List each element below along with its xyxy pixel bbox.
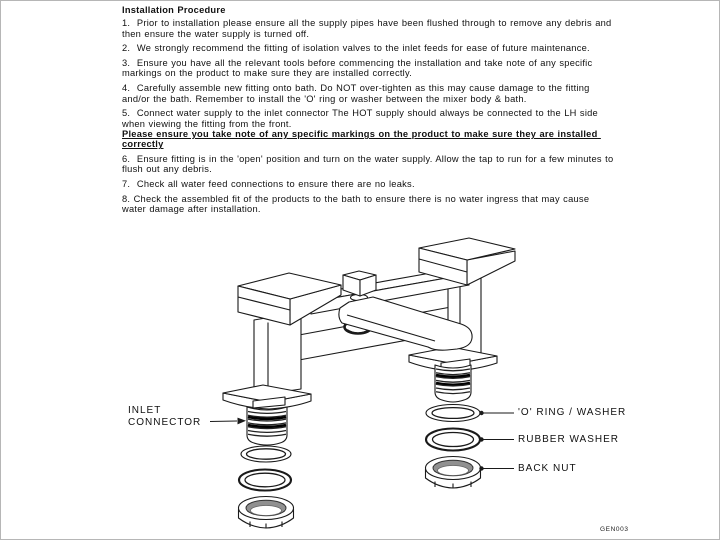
tap-exploded-diagram	[1, 231, 720, 540]
left-threaded-connector	[247, 407, 287, 445]
right-threaded-connector	[435, 365, 471, 402]
left-back-nut	[239, 497, 294, 529]
instruction-step-6: 6. Ensure fitting is in the 'open' position and turn on the water supply. Allow the tap to run for a few minutes to flush out any debris.	[122, 154, 617, 175]
page-title: Installation Procedure	[122, 5, 226, 15]
right-flange-plate	[409, 347, 497, 371]
instruction-step-5-text: 5. Connect water supply to the inlet connector The HOT supply should always be connected to the LH side when viewing the fitting from the front.	[122, 108, 602, 129]
back-nut-label: BACK NUT	[518, 463, 577, 474]
instruction-step-1: 1. Prior to installation please ensure all the supply pipes have been flushed through to remove any debris and then ensure the water supply is turned off.	[122, 18, 615, 39]
o-ring-label: 'O' RING / WASHER	[518, 407, 627, 418]
warning-note: Please ensure you take note of any specific markings on the product to make sure they are installed correctly	[122, 128, 601, 150]
left-rubber-washer	[239, 470, 291, 491]
rubber-washer-label: RUBBER WASHER	[518, 434, 619, 445]
right-rubber-washer	[426, 429, 480, 451]
back-nut-leader-icon	[479, 466, 514, 470]
tap-left-pillar	[254, 312, 301, 396]
right-back-nut	[426, 457, 481, 489]
instruction-step-3: 3. Ensure you have all the relevant tools before commencing the installation and take note of any specific markings on the product to make sure they are installed correctly.	[122, 58, 596, 79]
doc-code: GEN003	[600, 526, 629, 533]
instruction-step-2: 2. We strongly recommend the fitting of isolation valves to the inlet feeds for ease of future maintenance.	[122, 43, 590, 54]
instruction-step-7: 7. Check all water feed connections to ensure there are no leaks.	[122, 179, 415, 190]
rubber-washer-leader-icon	[479, 437, 514, 441]
instruction-step-8: 8. Check the assembled fit of the products to the bath to ensure there is no water ingress that may cause water damage after installation.	[122, 193, 593, 215]
o-ring-leader-icon	[479, 411, 514, 415]
instruction-step-5	[122, 108, 616, 149]
inlet-connector-label: INLET CONNECTOR	[128, 405, 202, 428]
instruction-step-4: 4. Carefully assemble new fitting onto bath. Do NOT over-tighten as this may cause damage to the fitting and/or the bath. Remember to install the 'O' ring or washer between the mixer body & bath.	[122, 83, 593, 104]
installation-instructions	[122, 5, 616, 219]
right-o-ring	[426, 405, 480, 422]
tap-left-handle	[238, 273, 341, 325]
left-o-ring	[241, 446, 291, 462]
